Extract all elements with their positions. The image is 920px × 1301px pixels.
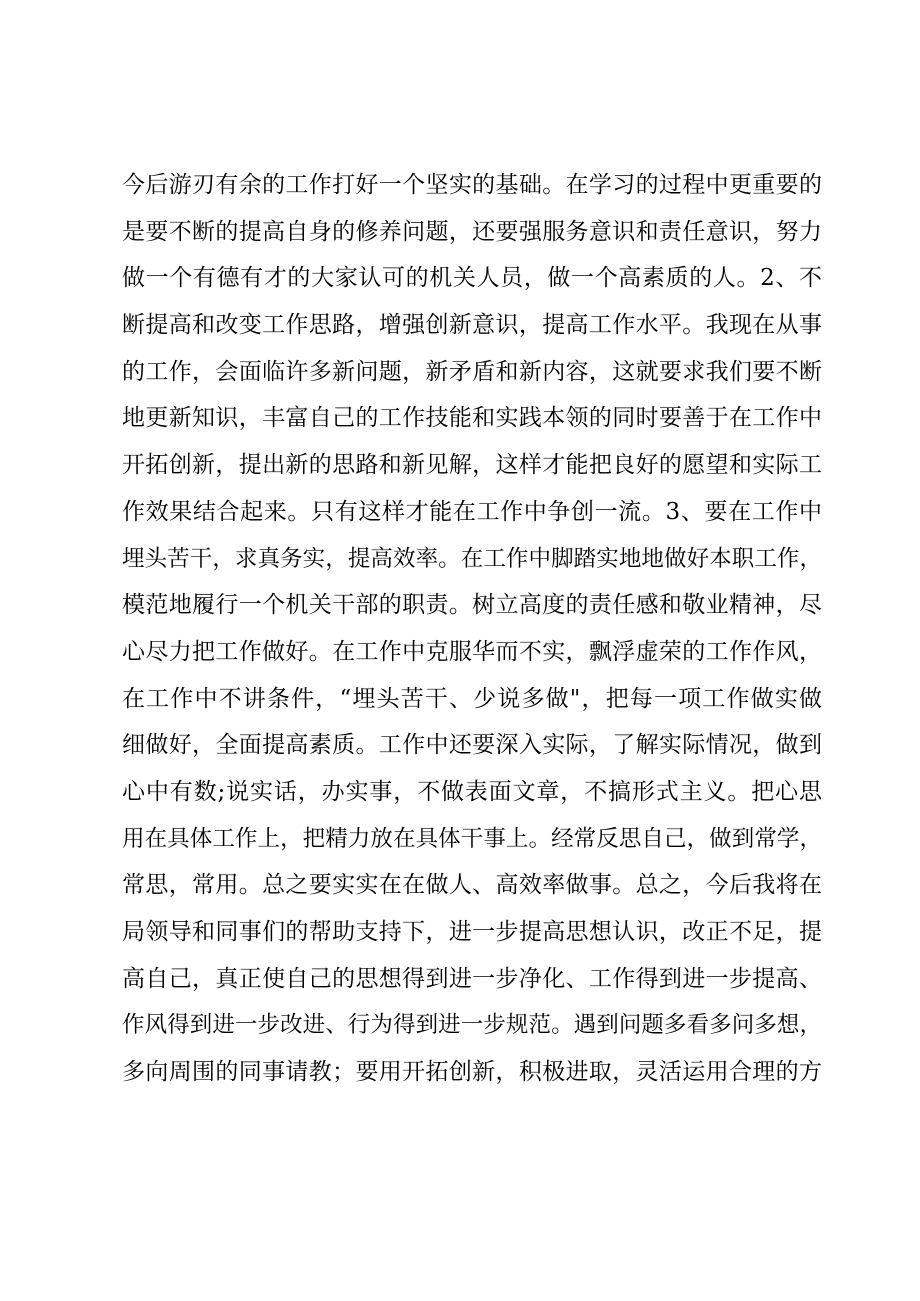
text-line-2: 是要不断的提高自身的修养问题，还要强服务意识和责任意识，努力	[122, 218, 822, 245]
text-line-10: 模范地履行一个机关干部的职责。树立高度的责任感和敬业精神，尽	[122, 592, 822, 619]
text-line-5: 的工作，会面临许多新问题，新矛盾和新内容，这就要求我们要不断	[122, 358, 822, 385]
text-line-3: 做一个有德有才的大家认可的机关人员，做一个高素质的人。2、不	[122, 265, 822, 292]
text-line-20: 多向周围的同事请教；要用开拓创新，积极进取，灵活运用合理的方	[122, 1059, 822, 1086]
text-line-1: 今后游刃有余的工作打好一个坚实的基础。在学习的过程中更重要的	[122, 172, 822, 198]
text-line-9: 埋头苦干，求真务实，提高效率。在工作中脚踏实地地做好本职工作，	[122, 545, 822, 572]
text-line-8: 作效果结合起来。只有这样才能在工作中争创一流。3、要在工作中	[122, 498, 822, 525]
text-line-16: 常思，常用。总之要实实在在做人、高效率做事。总之，今后我将在	[122, 872, 822, 899]
text-line-4: 断提高和改变工作思路，增强创新意识，提高工作水平。我现在从事	[122, 312, 822, 339]
text-line-17: 局领导和同事们的帮助支持下，进一步提高思想认识，改正不足，提	[122, 919, 822, 945]
text-line-11: 心尽力把工作做好。在工作中克服华而不实，飘浮虚荣的工作作风，	[122, 638, 822, 665]
text-line-13: 细做好，全面提高素质。工作中还要深入实际，了解实际情况，做到	[122, 732, 822, 759]
text-line-6: 地更新知识，丰富自己的工作技能和实践本领的同时要善于在工作中	[122, 405, 822, 432]
text-line-7: 开拓创新，提出新的思路和新见解，这样才能把良好的愿望和实际工	[122, 452, 822, 479]
text-line-12: 在工作中不讲条件，“埋头苦干、少说多做"，把每一项工作做实做	[122, 685, 822, 712]
text-line-19: 作风得到进一步改进、行为得到进一步规范。遇到问题多看多问多想，	[122, 1012, 822, 1039]
text-line-18: 高自己，真正使自己的思想得到进一步净化、工作得到进一步提高、	[122, 965, 822, 992]
text-line-15: 用在具体工作上，把精力放在具体干事上。经常反思自己，做到常学，	[122, 825, 822, 852]
text-line-14: 心中有数;说实话，办实事，不做表面文章，不搞形式主义。把心思	[122, 778, 822, 805]
body-text	[122, 162, 822, 1096]
